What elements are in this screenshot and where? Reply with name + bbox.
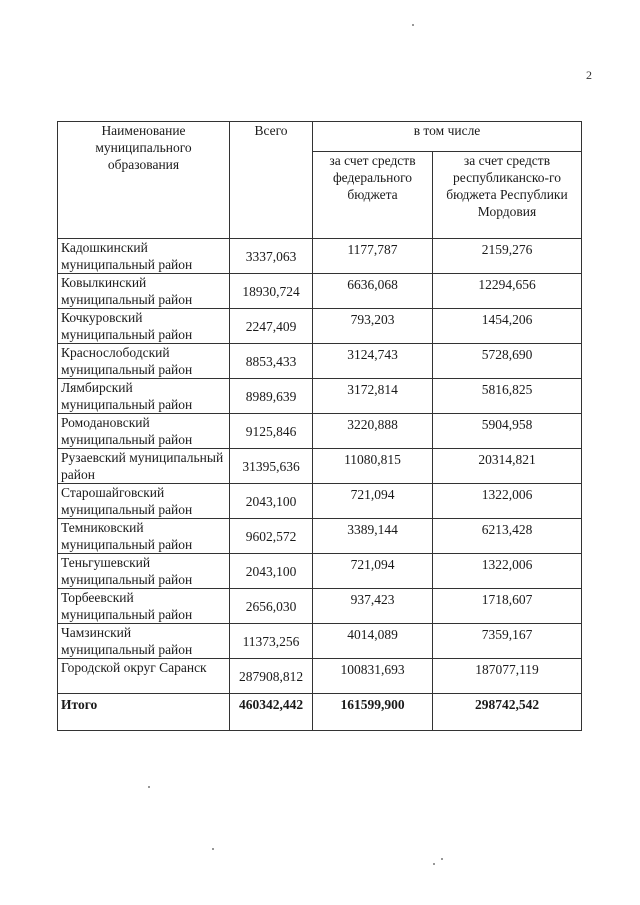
- row-federal: 4014,089: [313, 624, 433, 659]
- table-row-itogo: [58, 694, 582, 731]
- row-name: Старошайговский муниципальный район: [58, 484, 230, 519]
- row-name: Кочкуровский муниципальный район: [58, 309, 230, 344]
- row-total: 18930,724: [230, 274, 313, 309]
- table-row: [58, 274, 582, 309]
- scan-speck: [441, 858, 443, 860]
- scan-speck: [212, 848, 214, 850]
- row-total: 2043,100: [230, 484, 313, 519]
- row-name: Темниковский муниципальный район: [58, 519, 230, 554]
- row-republic: 6213,428: [433, 519, 582, 554]
- row-republic: 7359,167: [433, 624, 582, 659]
- row-name: Торбеевский муниципальный район: [58, 589, 230, 624]
- row-total: 2656,030: [230, 589, 313, 624]
- row-republic: 5728,690: [433, 344, 582, 379]
- table-row: [58, 659, 582, 694]
- header-republic: за счет средств республиканско-го бюджета Республики Мордовия: [433, 152, 582, 239]
- row-republic: 1322,006: [433, 554, 582, 589]
- itogo-label: Итого: [58, 694, 230, 731]
- table-row: [58, 624, 582, 659]
- row-total: 8853,433: [230, 344, 313, 379]
- scan-speck: [433, 863, 435, 865]
- scan-speck: [412, 24, 414, 26]
- row-name: Теньгушевский муниципальный район: [58, 554, 230, 589]
- row-federal: 6636,068: [313, 274, 433, 309]
- row-total: 31395,636: [230, 449, 313, 484]
- row-republic: 12294,656: [433, 274, 582, 309]
- row-federal: 721,094: [313, 554, 433, 589]
- itogo-federal: 161599,900: [313, 694, 433, 731]
- row-federal: 721,094: [313, 484, 433, 519]
- row-republic: 1718,607: [433, 589, 582, 624]
- row-federal: 1177,787: [313, 239, 433, 274]
- table-row: [58, 309, 582, 344]
- table-row: [58, 484, 582, 519]
- table-row: [58, 414, 582, 449]
- row-name: Рузаевский муниципальный район: [58, 449, 230, 484]
- table-body: [58, 239, 582, 694]
- row-total: 2043,100: [230, 554, 313, 589]
- table-row: [58, 554, 582, 589]
- row-total: 9602,572: [230, 519, 313, 554]
- row-federal: 11080,815: [313, 449, 433, 484]
- row-name: Краснослободский муниципальный район: [58, 344, 230, 379]
- header-including: в том числе: [313, 122, 582, 152]
- table-row: [58, 379, 582, 414]
- header-total: Всего: [230, 122, 313, 239]
- scan-speck: [148, 786, 150, 788]
- row-federal: 3124,743: [313, 344, 433, 379]
- row-federal: 3220,888: [313, 414, 433, 449]
- row-republic: 5904,958: [433, 414, 582, 449]
- row-total: 8989,639: [230, 379, 313, 414]
- row-total: 2247,409: [230, 309, 313, 344]
- row-republic: 1322,006: [433, 484, 582, 519]
- row-total: 287908,812: [230, 659, 313, 694]
- row-republic: 5816,825: [433, 379, 582, 414]
- row-republic: 1454,206: [433, 309, 582, 344]
- page-number: 2: [586, 68, 592, 82]
- row-republic: 187077,119: [433, 659, 582, 694]
- row-name: Чамзинский муниципальный район: [58, 624, 230, 659]
- row-total: 9125,846: [230, 414, 313, 449]
- row-name: Лямбирский муниципальный район: [58, 379, 230, 414]
- row-federal: 3172,814: [313, 379, 433, 414]
- row-name: Ромодановский муниципальный район: [58, 414, 230, 449]
- header-federal: за счет средств федерального бюджета: [313, 152, 433, 239]
- row-name: Городской округ Саранск: [58, 659, 230, 694]
- row-total: 3337,063: [230, 239, 313, 274]
- row-federal: 937,423: [313, 589, 433, 624]
- row-federal: 793,203: [313, 309, 433, 344]
- row-name: Ковылкинский муниципальный район: [58, 274, 230, 309]
- row-federal: 3389,144: [313, 519, 433, 554]
- row-federal: 100831,693: [313, 659, 433, 694]
- header-name: Наименование муниципального образования: [58, 122, 230, 239]
- row-name: Кадошкинский муниципальный район: [58, 239, 230, 274]
- table-row: [58, 589, 582, 624]
- row-republic: 20314,821: [433, 449, 582, 484]
- table-row: [58, 449, 582, 484]
- budget-table: [57, 121, 582, 731]
- table-row: [58, 344, 582, 379]
- itogo-total: 460342,442: [230, 694, 313, 731]
- itogo-republic: 298742,542: [433, 694, 582, 731]
- table-row: [58, 519, 582, 554]
- table-row: [58, 239, 582, 274]
- row-republic: 2159,276: [433, 239, 582, 274]
- row-total: 11373,256: [230, 624, 313, 659]
